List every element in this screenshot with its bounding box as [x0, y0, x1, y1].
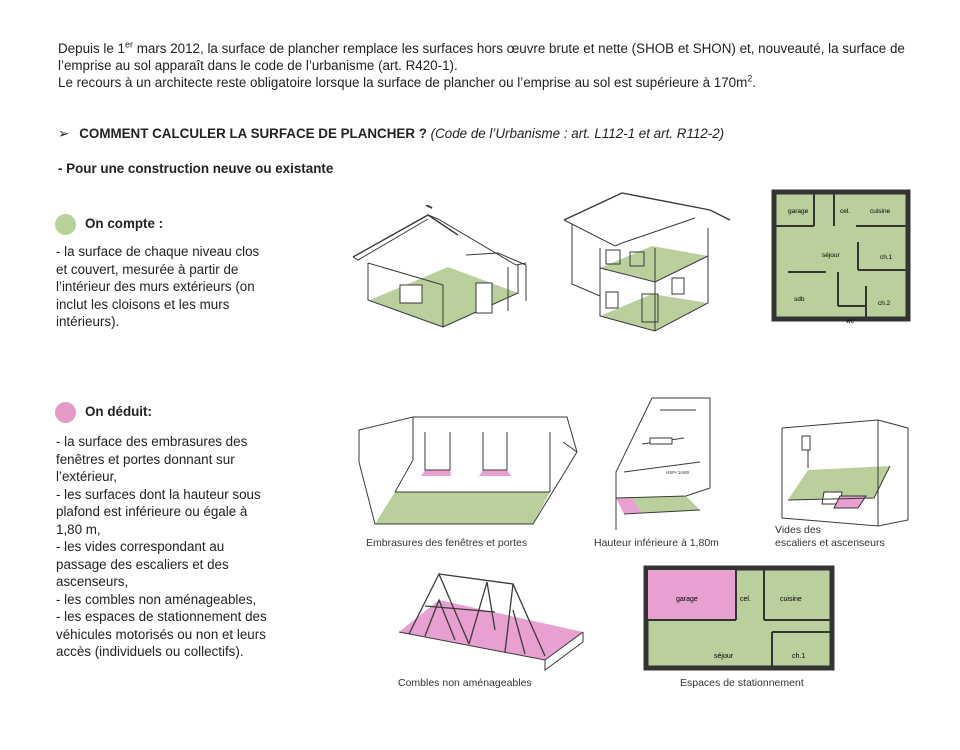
green-dot-icon: [55, 214, 76, 235]
room-label-sejour: séjour: [822, 252, 840, 259]
text-line: fenêtres et portes donnant sur: [56, 451, 235, 467]
text-line: passage des escaliers et des: [56, 556, 229, 572]
text-line: - la surface de chaque niveau clos: [56, 244, 260, 259]
room-label-cuisine: cuisine: [870, 208, 891, 215]
intro-paragraph: [58, 40, 928, 91]
text-line: l’extérieur,: [56, 469, 118, 484]
caption-combles: Combles non aménageables: [398, 677, 532, 689]
caption-stationnement: Espaces de stationnement: [680, 677, 804, 689]
caption-vides-line-2: escaliers et ascenseurs: [775, 537, 885, 549]
section-heading: [58, 126, 724, 142]
room-label-ch2: ch.2: [878, 300, 891, 307]
room-label-sejour: séjour: [714, 653, 734, 660]
text-line: - les surfaces dont la hauteur sous: [56, 486, 261, 502]
on-compte-title: On compte :: [85, 216, 164, 231]
heading-title: COMMENT CALCULER LA SURFACE DE PLANCHER ?: [79, 126, 427, 141]
height-tag: HSP<1m80: [666, 470, 690, 475]
single-storey-house-illustration: [348, 205, 538, 335]
arrow-bullet-icon: ➢: [58, 126, 70, 141]
on-compte-text: [56, 243, 311, 331]
two-storey-house-illustration: [560, 188, 735, 338]
pink-dot-icon: [55, 402, 76, 423]
text-line: ascenseurs,: [56, 574, 129, 589]
text-line: plafond est inférieure ou égale à: [56, 504, 248, 519]
room-label-garage: garage: [676, 596, 698, 603]
room-label-garage: garage: [788, 208, 809, 215]
text-line: - les combles non aménageables,: [56, 591, 257, 607]
intro-line-1: Depuis le 1er mars 2012, la surface de plancher remplace les surfaces hors œuvre brute et nette (SHOB et SHON) et, nouveauté, la surface de l’emprise au sol apparaît dans le code de l’urbanisme (art. R420-1).: [58, 39, 905, 73]
room-label-ch1: ch.1: [792, 653, 806, 660]
embrasures-illustration: [355, 412, 583, 532]
text-line: - les espaces de stationnement des: [56, 609, 267, 624]
on-deduit-title: On déduit:: [85, 404, 152, 419]
caption-vides: [775, 524, 885, 550]
text-line: inclut les cloisons et les murs: [56, 296, 230, 312]
voids-illustration: [778, 408, 918, 532]
text-line: intérieurs).: [56, 314, 120, 329]
text-line: et couvert, mesurée à partir de: [56, 261, 239, 277]
text-line: 1,80 m,: [56, 521, 101, 537]
subheading: - Pour une construction neuve ou existante: [58, 161, 334, 176]
text-line: véhicules motorisés ou non et leurs: [56, 626, 266, 642]
room-label-sdb: sdb: [794, 296, 805, 303]
text-line: - la surface des embrasures des: [56, 434, 248, 449]
room-label-wc: wc: [846, 318, 854, 325]
text-line: accès (individuels ou collectifs).: [56, 644, 244, 659]
low-height-illustration: [612, 392, 720, 532]
room-label-ch1: ch.1: [880, 254, 893, 261]
floor-plan-illustration: [766, 186, 916, 326]
room-label-cel: cel.: [840, 208, 851, 215]
on-deduit-text: [56, 433, 311, 661]
caption-hauteur: Hauteur inférieure à 1,80m: [594, 537, 719, 549]
text-line: - les vides correspondant au: [56, 539, 225, 554]
attic-illustration: [395, 570, 587, 674]
parking-plan-illustration: [640, 562, 840, 674]
intro-line-2: Le recours à un architecte reste obligatoire lorsque la surface de plancher ou l’emprise au sol est supérieure à $170m^2$.: [58, 73, 757, 90]
heading-reference: (Code de l’Urbanisme : art. L112-1 et art. R112-2): [430, 126, 725, 141]
room-label-cuisine: cuisine: [780, 596, 802, 603]
caption-vides-line-1: Vides des: [775, 524, 821, 536]
caption-embrasures: Embrasures des fenêtres et portes: [366, 537, 528, 549]
room-label-cel: cel.: [740, 596, 751, 603]
text-line: l’intérieur des murs extérieurs (on: [56, 279, 255, 294]
